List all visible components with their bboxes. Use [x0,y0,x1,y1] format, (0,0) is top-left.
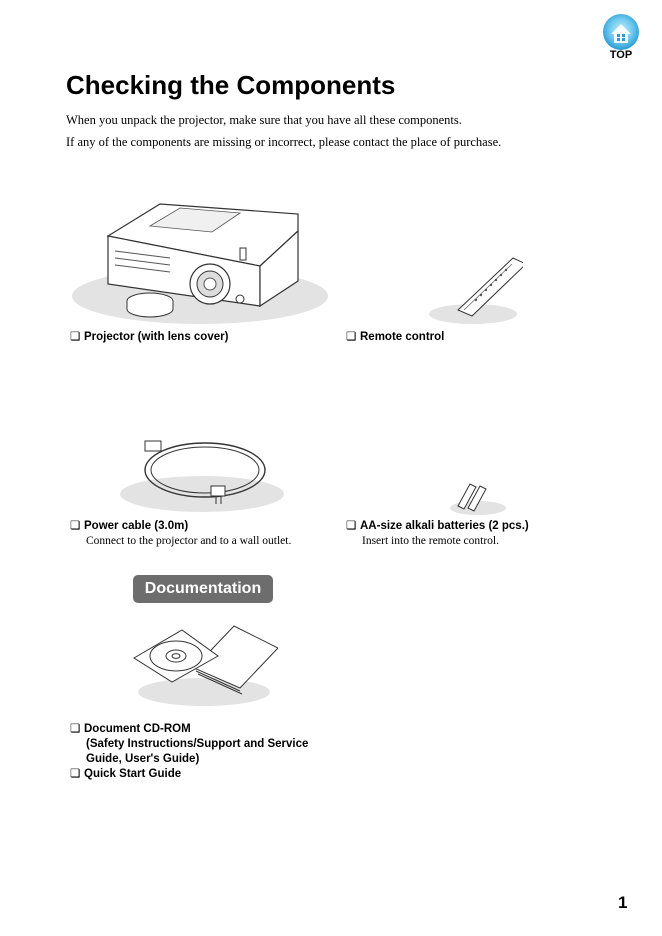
intro-line-2: If any of the components are missing or incorrect, please contact the place of purchase. [66,135,502,149]
checkbox-icon: ❏ [70,723,81,735]
description-batteries: Insert into the remote control. [362,535,500,547]
description-power-cable: Connect to the projector and to a wall outlet. [86,535,292,547]
remote-control-illustration [428,252,523,327]
intro-line-1: When you unpack the projector, make sure that you have all these components. [66,113,462,127]
projector-illustration [70,196,335,331]
batteries-illustration [450,478,508,516]
house-icon [600,12,642,62]
top-label: TOP [609,49,633,61]
top-button[interactable] [600,12,642,62]
caption-remote: ❏ Remote control [346,331,445,343]
caption-cdrom-line-2: (Safety Instructions/Support and Service [86,738,309,750]
checkbox-icon: ❏ [346,331,357,343]
checkbox-icon: ❏ [70,768,81,780]
page-number: 1 [618,893,628,912]
caption-projector: ❏ Projector (with lens cover) [70,331,229,343]
page-title: Checking the Components [66,70,396,100]
caption-power-cable: ❏ Power cable (3.0m) [70,520,189,532]
documentation-heading: Documentation [133,575,273,603]
cdrom-guide-illustration [132,622,278,708]
checkbox-icon: ❏ [70,331,81,343]
checkbox-icon: ❏ [70,520,81,532]
checkbox-icon: ❏ [346,520,357,532]
caption-batteries: ❏ AA-size alkali batteries (2 pcs.) [346,520,529,532]
caption-cdrom: ❏ Document CD-ROM [70,723,191,735]
caption-cdrom-line-3: Guide, User's Guide) [86,753,200,765]
power-cable-illustration [120,428,286,516]
caption-quick-start: ❏ Quick Start Guide [70,768,182,780]
